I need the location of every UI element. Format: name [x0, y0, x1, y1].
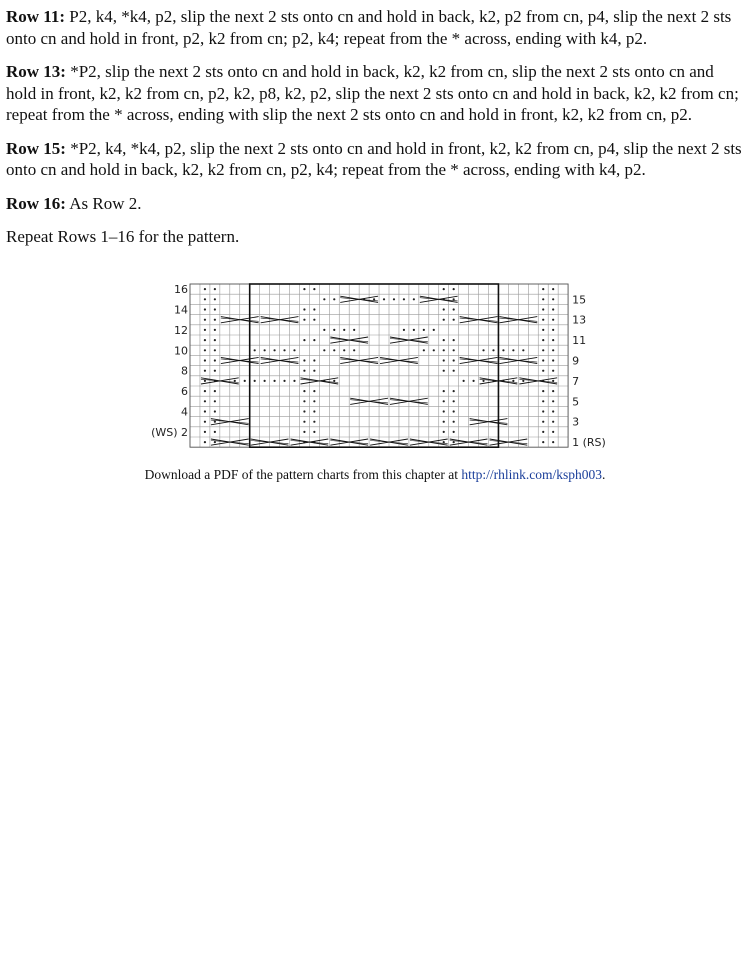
- purl-dot: [343, 349, 345, 351]
- purl-dot: [303, 400, 305, 402]
- purl-dot: [443, 390, 445, 392]
- purl-dot: [542, 329, 544, 331]
- purl-dot: [512, 380, 514, 382]
- row-label-left: (WS) 2: [151, 425, 188, 439]
- row-label-left: 4: [181, 405, 188, 419]
- purl-dot: [423, 329, 425, 331]
- purl-dot: [303, 288, 305, 290]
- purl-dot: [552, 380, 554, 382]
- purl-dot: [542, 359, 544, 361]
- purl-dot: [522, 349, 524, 351]
- caption-text: Download a PDF of the pattern charts from this chapter at: [144, 467, 462, 482]
- purl-dot: [204, 441, 206, 443]
- purl-dot: [542, 421, 544, 423]
- purl-dot: [333, 329, 335, 331]
- knitting-chart: [140, 280, 610, 456]
- purl-dot: [313, 339, 315, 341]
- purl-dot: [453, 431, 455, 433]
- row-label-left: 10: [174, 344, 188, 358]
- purl-dot: [453, 410, 455, 412]
- purl-dot: [254, 349, 256, 351]
- purl-dot: [542, 339, 544, 341]
- purl-dot: [214, 319, 216, 321]
- purl-dot: [303, 431, 305, 433]
- row-label-right: 9: [572, 354, 580, 368]
- purl-dot: [204, 288, 206, 290]
- purl-dot: [264, 349, 266, 351]
- purl-dot: [313, 400, 315, 402]
- purl-dot: [303, 421, 305, 423]
- purl-dot: [204, 329, 206, 331]
- purl-dot: [343, 329, 345, 331]
- purl-dot: [234, 380, 236, 382]
- purl-dot: [552, 410, 554, 412]
- purl-dot: [552, 431, 554, 433]
- purl-dot: [463, 380, 465, 382]
- purl-dot: [333, 380, 335, 382]
- purl-dot: [204, 431, 206, 433]
- purl-dot: [303, 370, 305, 372]
- purl-dot: [542, 410, 544, 412]
- purl-dot: [214, 288, 216, 290]
- purl-dot: [443, 308, 445, 310]
- row-label-right: 15: [572, 293, 587, 307]
- purl-dot: [443, 288, 445, 290]
- row-text: Repeat Rows 1–16 for the pattern.: [6, 227, 240, 246]
- purl-dot: [214, 349, 216, 351]
- row-label-right: 7: [572, 374, 580, 388]
- purl-dot: [313, 431, 315, 433]
- purl-dot: [552, 319, 554, 321]
- purl-dot: [214, 400, 216, 402]
- purl-dot: [313, 359, 315, 361]
- caption-end: .: [602, 467, 606, 482]
- purl-dot: [552, 400, 554, 402]
- purl-dot: [542, 319, 544, 321]
- purl-dot: [313, 319, 315, 321]
- purl-dot: [482, 380, 484, 382]
- row-label-right: 1 (RS): [572, 436, 606, 450]
- purl-dot: [323, 298, 325, 300]
- purl-dot: [453, 308, 455, 310]
- purl-dot: [214, 410, 216, 412]
- purl-dot: [443, 410, 445, 412]
- row-16-instruction: [6, 193, 746, 215]
- purl-dot: [383, 298, 385, 300]
- purl-dot: [482, 349, 484, 351]
- purl-dot: [214, 308, 216, 310]
- purl-dot: [204, 359, 206, 361]
- purl-dot: [453, 421, 455, 423]
- purl-dot: [542, 400, 544, 402]
- purl-dot: [244, 380, 246, 382]
- purl-dot: [552, 308, 554, 310]
- row-label-right: 13: [572, 313, 587, 327]
- purl-dot: [313, 410, 315, 412]
- purl-dot: [542, 370, 544, 372]
- purl-dot: [542, 441, 544, 443]
- row-label-left: 8: [181, 364, 188, 378]
- purl-dot: [552, 370, 554, 372]
- row-label-right: 3: [572, 415, 580, 429]
- purl-dot: [313, 390, 315, 392]
- purl-dot: [502, 349, 504, 351]
- purl-dot: [204, 370, 206, 372]
- purl-dot: [214, 329, 216, 331]
- purl-dot: [214, 359, 216, 361]
- purl-dot: [214, 441, 216, 443]
- purl-dot: [423, 349, 425, 351]
- row-text: As Row 2.: [69, 193, 142, 213]
- purl-dot: [552, 390, 554, 392]
- purl-dot: [472, 380, 474, 382]
- purl-dot: [214, 370, 216, 372]
- row-label-right: 11: [572, 334, 587, 348]
- row-label: Row 16:: [6, 193, 66, 213]
- purl-dot: [453, 390, 455, 392]
- row-label-left: 14: [174, 303, 188, 317]
- pdf-download-link[interactable]: http://rhlink.com/ksph003: [461, 467, 603, 482]
- row-text: *P2, slip the next 2 sts onto cn and hold in back, k2, k2 from cn, slip the next 2 sts onto cn and hold in front, k2, k2 from cn, p2, k2, p8, k2, p2, slip the next 2 sts onto cn and hold in back, k2, k2 from cn; repeat from the * across, ending with slip the next 2 sts onto cn and hold in front, k2, k2 from cn, p2.: [6, 62, 739, 124]
- purl-dot: [283, 349, 285, 351]
- purl-dot: [542, 298, 544, 300]
- purl-dot: [443, 421, 445, 423]
- page-content: [6, 6, 746, 260]
- row-label: Row 15:: [6, 138, 66, 158]
- purl-dot: [204, 308, 206, 310]
- purl-dot: [552, 359, 554, 361]
- purl-dot: [453, 339, 455, 341]
- purl-dot: [373, 298, 375, 300]
- purl-dot: [552, 339, 554, 341]
- purl-dot: [303, 339, 305, 341]
- purl-dot: [403, 298, 405, 300]
- purl-dot: [443, 339, 445, 341]
- purl-dot: [303, 319, 305, 321]
- purl-dot: [333, 298, 335, 300]
- purl-dot: [433, 349, 435, 351]
- row-label: Row 13:: [6, 62, 66, 81]
- purl-dot: [323, 329, 325, 331]
- purl-dot: [214, 298, 216, 300]
- purl-dot: [552, 298, 554, 300]
- chart-caption: [0, 467, 750, 483]
- row-text: *P2, k4, *k4, p2, slip the next 2 sts onto cn and hold in front, k2, k2 from cn, p4, slip the next 2 sts onto cn and hold in back, k2, k2 from cn, p2, k4; repeat from the * across, ending with k4, p2.: [6, 138, 742, 179]
- purl-dot: [333, 349, 335, 351]
- purl-dot: [403, 329, 405, 331]
- knitting-chart-svg: [140, 280, 610, 456]
- purl-dot: [453, 349, 455, 351]
- purl-dot: [443, 431, 445, 433]
- purl-dot: [453, 359, 455, 361]
- purl-dot: [492, 349, 494, 351]
- purl-dot: [214, 431, 216, 433]
- purl-dot: [273, 349, 275, 351]
- purl-dot: [453, 288, 455, 290]
- purl-dot: [552, 349, 554, 351]
- purl-dot: [204, 349, 206, 351]
- purl-dot: [303, 390, 305, 392]
- row-13-instruction: [6, 61, 746, 126]
- purl-dot: [214, 390, 216, 392]
- purl-dot: [552, 329, 554, 331]
- purl-dot: [542, 390, 544, 392]
- purl-dot: [353, 329, 355, 331]
- purl-dot: [552, 288, 554, 290]
- purl-dot: [214, 421, 216, 423]
- row-label-right: 5: [572, 395, 580, 409]
- purl-dot: [204, 400, 206, 402]
- purl-dot: [313, 370, 315, 372]
- purl-dot: [204, 339, 206, 341]
- purl-dot: [552, 421, 554, 423]
- purl-dot: [323, 349, 325, 351]
- purl-dot: [443, 441, 445, 443]
- purl-dot: [552, 441, 554, 443]
- row-label-left: 16: [174, 283, 188, 297]
- purl-dot: [542, 308, 544, 310]
- purl-dot: [313, 308, 315, 310]
- purl-dot: [413, 329, 415, 331]
- purl-dot: [393, 298, 395, 300]
- purl-dot: [293, 349, 295, 351]
- purl-dot: [254, 380, 256, 382]
- purl-dot: [204, 380, 206, 382]
- purl-dot: [443, 349, 445, 351]
- purl-dot: [443, 370, 445, 372]
- purl-dot: [313, 421, 315, 423]
- purl-dot: [214, 339, 216, 341]
- purl-dot: [283, 380, 285, 382]
- purl-dot: [453, 370, 455, 372]
- purl-dot: [443, 400, 445, 402]
- purl-dot: [204, 319, 206, 321]
- purl-dot: [413, 298, 415, 300]
- purl-dot: [453, 298, 455, 300]
- purl-dot: [453, 441, 455, 443]
- purl-dot: [512, 349, 514, 351]
- purl-dot: [264, 380, 266, 382]
- purl-dot: [433, 329, 435, 331]
- purl-dot: [204, 410, 206, 412]
- row-11-instruction: [6, 6, 746, 49]
- purl-dot: [204, 390, 206, 392]
- purl-dot: [542, 349, 544, 351]
- repeat-instruction: [6, 226, 746, 248]
- row-text: P2, k4, *k4, p2, slip the next 2 sts onto cn and hold in back, k2, p2 from cn, p4, slip the next 2 sts onto cn and hold in front, p2, k2 from cn; p2, k4; repeat from the * across, ending with k4, p2.: [6, 7, 732, 48]
- row-label-left: 12: [174, 323, 188, 337]
- purl-dot: [353, 349, 355, 351]
- purl-dot: [542, 431, 544, 433]
- row-15-instruction: [6, 138, 746, 181]
- purl-dot: [303, 359, 305, 361]
- purl-dot: [443, 319, 445, 321]
- purl-dot: [313, 288, 315, 290]
- purl-dot: [303, 308, 305, 310]
- purl-dot: [273, 380, 275, 382]
- purl-dot: [453, 400, 455, 402]
- purl-dot: [204, 298, 206, 300]
- purl-dot: [453, 319, 455, 321]
- row-label: Row 11:: [6, 7, 66, 26]
- row-label-left: 6: [181, 385, 188, 399]
- purl-dot: [522, 380, 524, 382]
- purl-dot: [542, 288, 544, 290]
- purl-dot: [443, 359, 445, 361]
- purl-dot: [204, 421, 206, 423]
- purl-dot: [293, 380, 295, 382]
- purl-dot: [303, 410, 305, 412]
